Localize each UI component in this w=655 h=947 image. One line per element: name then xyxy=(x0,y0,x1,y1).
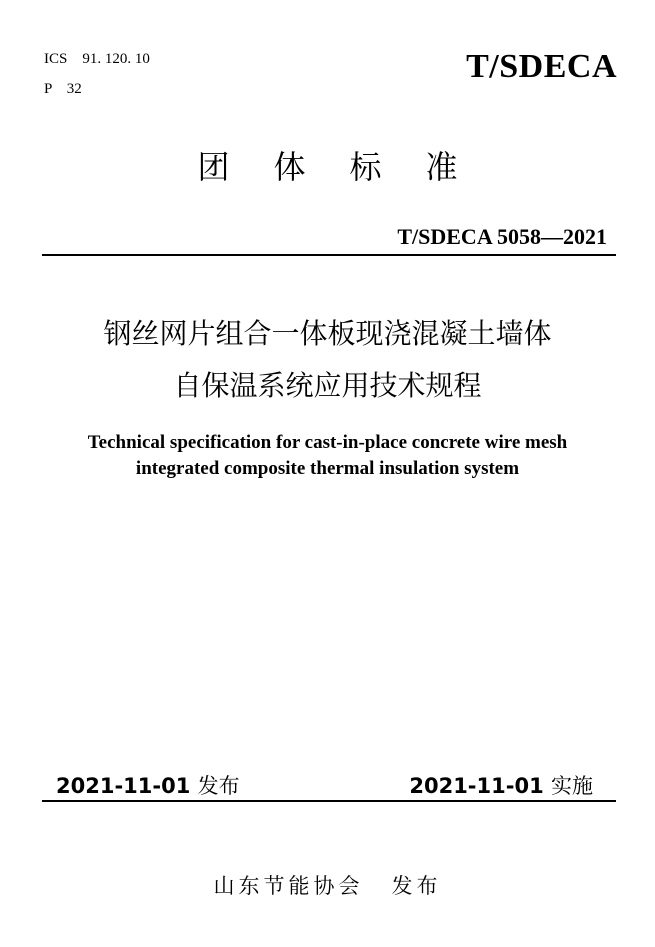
ccs-code: P 32 xyxy=(44,81,82,97)
classification-codes xyxy=(44,44,150,104)
publisher-name: 山东节能协会 xyxy=(213,874,364,898)
publisher-line xyxy=(0,870,655,900)
english-title-line-2: integrated composite thermal insulation system xyxy=(135,458,520,479)
chinese-title xyxy=(0,308,655,412)
english-title-line-1: Technical specification for cast-in-place concrete wire mesh xyxy=(87,432,568,453)
implementation-date: 2021-11-01 xyxy=(409,774,544,798)
implementation-label: 实施 xyxy=(551,774,593,798)
chinese-title-line-1: 钢丝网片组合一体板现浇混凝土墙体 xyxy=(103,317,552,350)
standard-number: T/SDECA 5058—2021 xyxy=(397,224,607,249)
english-title xyxy=(0,430,655,482)
top-divider xyxy=(42,254,616,256)
bottom-divider xyxy=(42,800,616,802)
issue-date: 2021-11-01 xyxy=(56,774,191,798)
ics-code: ICS 91. 120. 10 xyxy=(44,51,150,67)
issue-label: 发布 xyxy=(197,774,240,798)
issue-date-block xyxy=(56,770,240,800)
document-type-heading: 团体标准 xyxy=(197,148,502,186)
publisher-action: 发布 xyxy=(391,874,442,898)
organization-code: T/SDECA xyxy=(466,48,617,85)
chinese-title-line-2: 自保温系统应用技术规程 xyxy=(173,369,482,402)
implementation-date-block xyxy=(409,770,593,800)
